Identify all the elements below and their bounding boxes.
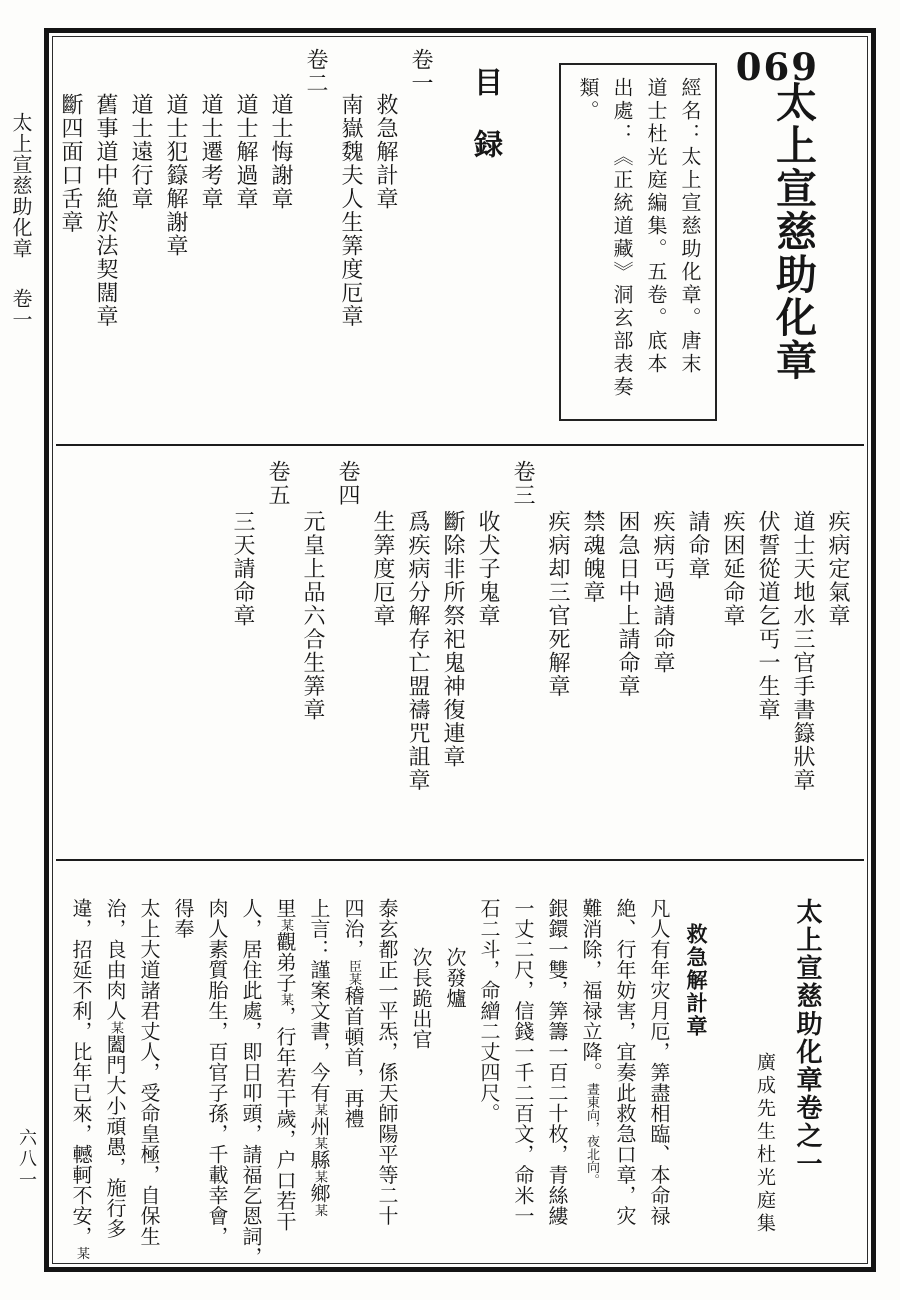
margin-volume-label: 卷一	[9, 288, 33, 331]
text-column: 一丈二尺，信錢一千二百文，命米一	[511, 898, 535, 1226]
toc-entry: 爲疾病分解存亡盟禱咒詛章	[405, 510, 430, 792]
toc-entry: 伏誓從道乞丐一生章	[755, 510, 780, 722]
serial-number: 069	[735, 45, 819, 89]
toc-entry: 疾困延命章	[720, 510, 745, 628]
toc-band-2	[225, 460, 855, 864]
toc-entry: 道士遠行章	[128, 93, 153, 211]
toc-volume-label: 卷二	[303, 48, 328, 95]
toc-volume-label: 卷四	[335, 460, 360, 507]
text-column: 石二斗，命繒二丈四尺。	[477, 898, 501, 1124]
toc-entry: 道士犯籙解謝章	[163, 93, 188, 258]
toc-volume-label: 卷一	[408, 48, 433, 95]
text-column: 凡人有年灾月厄，筭盡相臨、本命禄	[647, 898, 671, 1226]
margin-book-title-text: 太上宣慈助化章	[9, 112, 33, 259]
text-column: 肉人素質胎生，百官子孫，千載幸會，	[205, 898, 229, 1247]
toc-entry: 請命章	[685, 510, 710, 581]
toc-entry: 禁魂魄章	[580, 510, 605, 604]
main-text-band	[64, 898, 830, 1276]
note-column: 道士杜光庭編集。五卷。底本	[644, 77, 668, 376]
divider-line	[56, 859, 864, 861]
toc-entry: 斷四面口舌章	[58, 93, 83, 234]
page-frame	[44, 28, 876, 1272]
text-column: 銀鐶一雙，筭籌一百二十枚，青絲縷	[545, 898, 569, 1226]
toc-entry: 疾病定氣章	[825, 510, 850, 628]
toc-entry: 道士悔謝章	[268, 93, 293, 211]
note-column: 出處：《正統道藏》洞玄部表奏	[610, 77, 634, 399]
toc-entry: 收犬子鬼章	[475, 510, 500, 628]
toc-entry: 困急日中上請命章	[615, 510, 640, 698]
compiler-byline: 廣成先生杜光庭集	[754, 1052, 776, 1236]
toc-entry: 道士天地水三官手書籙狀章	[790, 510, 815, 792]
ritual-step-column: 次發爐	[443, 947, 467, 1009]
chapter-title: 太上宣慈助化章卷之一	[792, 898, 822, 1178]
text-column: 治，良由肉人某闔門大小頑愚，施行多	[103, 898, 127, 1239]
toc-band-1	[53, 45, 510, 449]
text-column: 太上大道諸君丈人，受命皇極，自保生	[137, 898, 161, 1247]
toc-entry: 疾病丐過請命章	[650, 510, 675, 675]
text-column: 四治，臣某稽首頓首，再禮	[341, 898, 365, 1129]
toc-entry: 疾病却三官死解章	[545, 510, 570, 698]
text-column: 泰玄都正一平炁，係天師陽平等二十	[375, 898, 399, 1226]
text-column: 人，居住此處，即日叩頭，請福乞恩詞，	[239, 898, 263, 1267]
toc-entry: 舊事道中絶於法契闊章	[93, 93, 118, 328]
toc-entry: 元皇上品六合生筭章	[300, 510, 325, 722]
toc-entry: 救急解計章	[373, 93, 398, 211]
text-column: 絶、行年妨害，宜奏此救急口章，灾	[613, 898, 637, 1226]
note-column: 類。	[576, 77, 600, 123]
toc-entry: 道士遷考章	[198, 93, 223, 211]
folio-number: 六八一	[16, 1128, 37, 1191]
toc-entry: 生筭度厄章	[370, 510, 395, 628]
toc-heading: 目 録	[470, 67, 504, 160]
text-column: 上言：謹案文書，今有某州某縣某鄉某	[307, 898, 331, 1217]
toc-volume-label: 卷五	[265, 460, 290, 507]
toc-entry: 三天請命章	[230, 510, 255, 628]
section-heading: 救急解計章	[684, 923, 709, 1038]
note-column: 經名：太上宣慈助化章。唐末	[678, 77, 702, 376]
text-column: 違，招延不利，比年已來，轗軻不安，某	[69, 898, 93, 1260]
toc-entry: 斷除非所祭祀鬼神復連章	[440, 510, 465, 769]
text-column: 里某觀弟子某，行年若干歲，户口若干	[273, 898, 297, 1232]
toc-entry: 南嶽魏夫人生筭度厄章	[338, 93, 363, 328]
toc-entry: 道士解過章	[233, 93, 258, 211]
margin-book-title	[7, 112, 36, 330]
divider-line	[56, 444, 864, 446]
text-column: 得奉	[171, 898, 195, 939]
ritual-step-column: 次長跪出官	[409, 947, 433, 1050]
toc-volume-label: 卷三	[510, 460, 535, 507]
main-title: 太上宣慈助化章	[769, 81, 817, 382]
text-column: 難消除，福禄立降。晝東向，夜北向。	[579, 898, 603, 1187]
edition-note-box	[559, 63, 717, 421]
